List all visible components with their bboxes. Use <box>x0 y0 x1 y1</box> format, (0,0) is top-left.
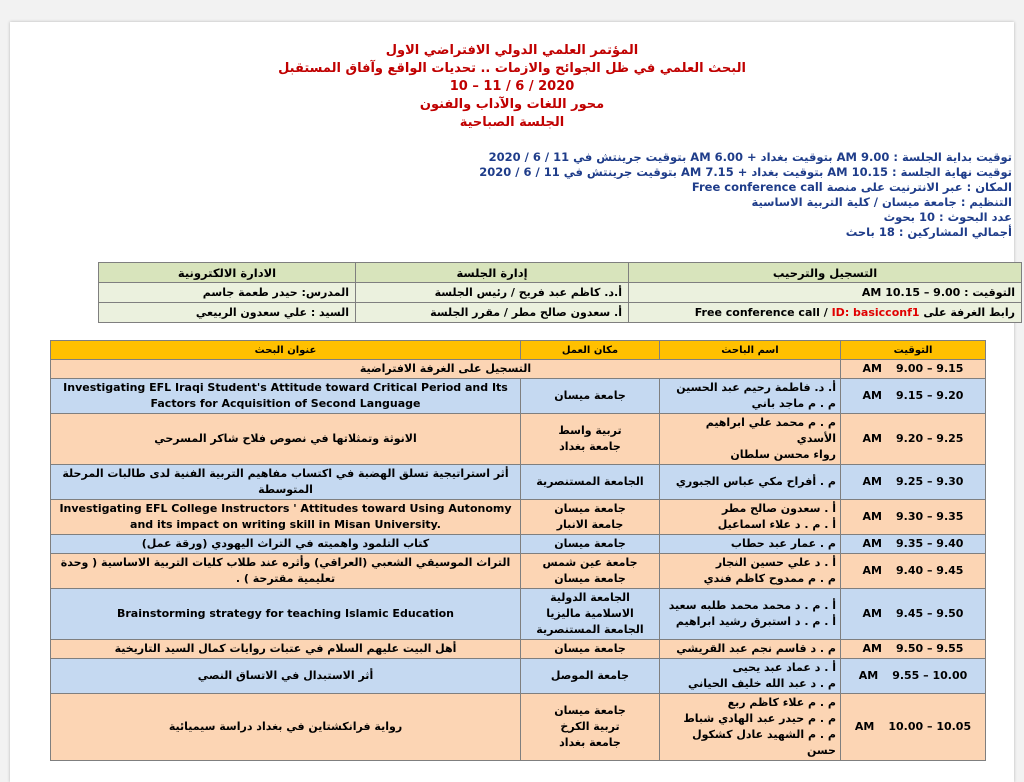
researcher-cell <box>660 589 841 640</box>
conference-axis: محور اللغات والآداب والفنون <box>419 97 605 112</box>
paper-title: رواية فرانكشتاين في بغداد دراسة سيميائية <box>51 694 521 761</box>
researcher-cell <box>660 554 841 589</box>
document-header <box>10 22 1014 132</box>
time-cell: AM 9.20 – 9.25 <box>841 414 986 465</box>
mgmt-electronic-2: السيد : علي سعدون الربيعي <box>99 303 356 323</box>
table-row <box>51 535 986 554</box>
session-organizer: التنظيم : جامعة ميسان / كلية التربية الاساسية <box>751 195 1012 209</box>
workplace-cell <box>521 659 660 694</box>
researcher-name: م . د قاسم نجم عبد القريشي <box>676 642 836 655</box>
schedule-table <box>50 340 986 761</box>
researcher-name: أ. د. فاطمة رحيم عبد الحسين <box>676 381 836 394</box>
table-row <box>51 379 986 414</box>
researcher-name: أ . سعدون صالح مطر <box>721 502 836 515</box>
workplace-name: الجامعة المستنصرية <box>536 623 644 636</box>
workplace-name: جامعة عين شمس <box>542 556 638 569</box>
workplace-cell <box>521 535 660 554</box>
researcher-name: أ . د عماد عبد يحيى <box>732 661 836 674</box>
mgmt-header-session: إدارة الجلسة <box>356 263 629 283</box>
researcher-name: م . م ممدوح كاظم فندي <box>703 572 836 585</box>
researcher-cell <box>660 379 841 414</box>
workplace-name: جامعة ميسان <box>554 704 626 717</box>
participants-count: أجمالي المشاركين : 18 باحث <box>845 225 1012 239</box>
workplace-name: الاسلامية ماليزيا <box>546 607 634 620</box>
researcher-name: أ . م . د علاء اسماعيل <box>717 518 836 531</box>
researcher-name: أ . د علي حسين النجار <box>715 556 836 569</box>
paper-title: Brainstorming strategy for teaching Islamic Education <box>51 589 521 640</box>
workplace-name: جامعة ميسان <box>554 537 626 550</box>
researcher-name: م . د عبد الله خليف الحياني <box>687 677 836 690</box>
time-cell: AM 9.55 – 10.00 <box>841 659 986 694</box>
researcher-cell <box>660 414 841 465</box>
table-row <box>51 500 986 535</box>
session-place: المكان : عبر الانترنيت على منصة Free conference call <box>691 180 1012 194</box>
management-table <box>98 262 1022 323</box>
room-id: ID: basicconf1 <box>831 306 920 319</box>
table-row <box>51 694 986 761</box>
conference-theme: البحث العلمي في ظل الجوائح والازمات .. تحديات الواقع وآفاق المستقبل <box>278 61 746 76</box>
mgmt-room-link: رابط الغرفة على Free conference call / ID: basicconf1 <box>629 303 1022 323</box>
workplace-name: جامعة ميسان <box>554 572 626 585</box>
researcher-name: أ . م . د محمد محمد طلبه سعيد <box>668 599 836 612</box>
table-row <box>51 554 986 589</box>
researcher-name: م . أفراح مكي عباس الجبوري <box>675 475 836 488</box>
mgmt-electronic-1: المدرس: حيدر طعمة جاسم <box>99 283 356 303</box>
col-workplace: مكان العمل <box>521 341 660 360</box>
workplace-name: تربية واسط <box>558 424 622 437</box>
session-name: الجلسة الصباحية <box>459 115 565 130</box>
researcher-name: م . م حيدر عبد الهادي شباط <box>683 712 836 725</box>
paper-title: Investigating EFL Iraqi Student's Attitude toward Critical Period and Its Factors for Acquisition of Second Language <box>51 379 521 414</box>
researcher-name: م . عمار عبد حطاب <box>730 537 836 550</box>
workplace-name: جامعة الانبار <box>556 518 624 531</box>
researcher-cell <box>660 694 841 761</box>
paper-title: التراث الموسيقي الشعبي (العراقي) وأثره عند طلاب كليات التربية الاساسية ( وحدة تعليمية مقترحة ) . <box>51 554 521 589</box>
workplace-name: الجامعة الدولية <box>550 591 630 604</box>
researcher-name: م . م علاء كاظم ربع <box>727 696 836 709</box>
workplace-name: جامعة ميسان <box>554 389 626 402</box>
table-row <box>51 589 986 640</box>
time-cell: AM 9.25 – 9.30 <box>841 465 986 500</box>
col-title: عنوان البحث <box>51 341 521 360</box>
workplace-cell <box>521 500 660 535</box>
workplace-cell <box>521 379 660 414</box>
researcher-cell <box>660 500 841 535</box>
paper-title: الانوثة وتمثلاتها في نصوص فلاح شاكر المسرحي <box>51 414 521 465</box>
time-cell: AM 9.50 – 9.55 <box>841 640 986 659</box>
mgmt-rapporteur: أ. سعدون صالح مطر / مقرر الجلسة <box>356 303 629 323</box>
table-row <box>51 640 986 659</box>
workplace-cell <box>521 589 660 640</box>
paper-title: أهل البيت عليهم السلام في عتبات روايات كمال السيد التاريخية <box>51 640 521 659</box>
registration-row <box>51 360 986 379</box>
time-cell: AM 9.00 – 9.15 <box>841 360 986 379</box>
conference-dates: 10 – 11 / 6 / 2020 <box>449 79 575 94</box>
researcher-name: رواء محسن سلطان <box>730 448 836 461</box>
researcher-cell <box>660 535 841 554</box>
paper-title: أثر الاستبدال في الاتساق النصي <box>51 659 521 694</box>
workplace-cell <box>521 694 660 761</box>
workplace-name: جامعة بغداد <box>559 736 621 749</box>
mgmt-chair: أ.د. كاظم عبد فريح / رئيس الجلسة <box>356 283 629 303</box>
time-cell: AM 9.15 – 9.20 <box>841 379 986 414</box>
mgmt-header-registration: التسجيل والترحيب <box>629 263 1022 283</box>
workplace-name: جامعة ميسان <box>554 502 626 515</box>
mgmt-timing: التوقيت : 9.00 – 10.15 AM <box>629 283 1022 303</box>
time-cell: AM 9.35 – 9.40 <box>841 535 986 554</box>
paper-title: كتاب التلمود واهميته في التراث اليهودي (ورقة عمل) <box>51 535 521 554</box>
paper-title: Investigating EFL College Instructors ' Attitudes toward Using Autonomy and its impact on writing skill in Misan University. <box>51 500 521 535</box>
document-page <box>10 22 1014 782</box>
researcher-name: م . م محمد علي ابراهيم الأسدي <box>705 416 836 445</box>
workplace-name: جامعة بغداد <box>559 440 621 453</box>
session-start: توقيت بداية الجلسة : AM 9.00 بتوقيت بغداد + AM 6.00 بتوقيت جرينتش في 11 / 6 / 2020 <box>488 150 1012 164</box>
workplace-cell <box>521 465 660 500</box>
researcher-name: أ . م . د استبرق رشيد ابراهيم <box>675 615 836 628</box>
time-cell: AM 10.00 – 10.05 <box>841 694 986 761</box>
researcher-cell <box>660 640 841 659</box>
mgmt-header-electronic: الادارة الالكترونية <box>99 263 356 283</box>
workplace-name: جامعة الموصل <box>550 669 630 682</box>
time-cell: AM 9.40 – 9.45 <box>841 554 986 589</box>
paper-title: أثر استراتيجية تسلق الهضبة في اكتساب مفاهيم التربية الفنية لدى طالبات المرحلة المتوسطة <box>51 465 521 500</box>
registration-text: التسجيل على الغرفة الافتراضية <box>51 360 841 379</box>
workplace-name: جامعة ميسان <box>554 642 626 655</box>
table-row <box>51 414 986 465</box>
researcher-cell <box>660 659 841 694</box>
researcher-cell <box>660 465 841 500</box>
workplace-name: تربية الكرخ <box>560 720 620 733</box>
col-researcher: اسم الباحث <box>660 341 841 360</box>
workplace-cell <box>521 554 660 589</box>
table-row <box>51 465 986 500</box>
time-cell: AM 9.30 – 9.35 <box>841 500 986 535</box>
session-end: توقيت نهاية الجلسة : AM 10.15 بتوقيت بغداد + AM 7.15 بتوقيت جرينتش في 11 / 6 / 2020 <box>479 165 1012 179</box>
researcher-name: م . م الشهيد عادل كشكول حسن <box>692 728 836 757</box>
time-cell: AM 9.45 – 9.50 <box>841 589 986 640</box>
col-time: التوقيت <box>841 341 986 360</box>
workplace-cell <box>521 414 660 465</box>
workplace-cell <box>521 640 660 659</box>
conference-title: المؤتمر العلمي الدولي الافتراضي الاول <box>385 43 639 58</box>
workplace-name: الجامعة المستنصرية <box>536 475 644 488</box>
papers-count: عدد البحوث : 10 بحوث <box>883 210 1012 224</box>
session-info <box>12 150 1012 240</box>
researcher-name: م . م ماجد باني <box>751 397 836 410</box>
table-row <box>51 659 986 694</box>
